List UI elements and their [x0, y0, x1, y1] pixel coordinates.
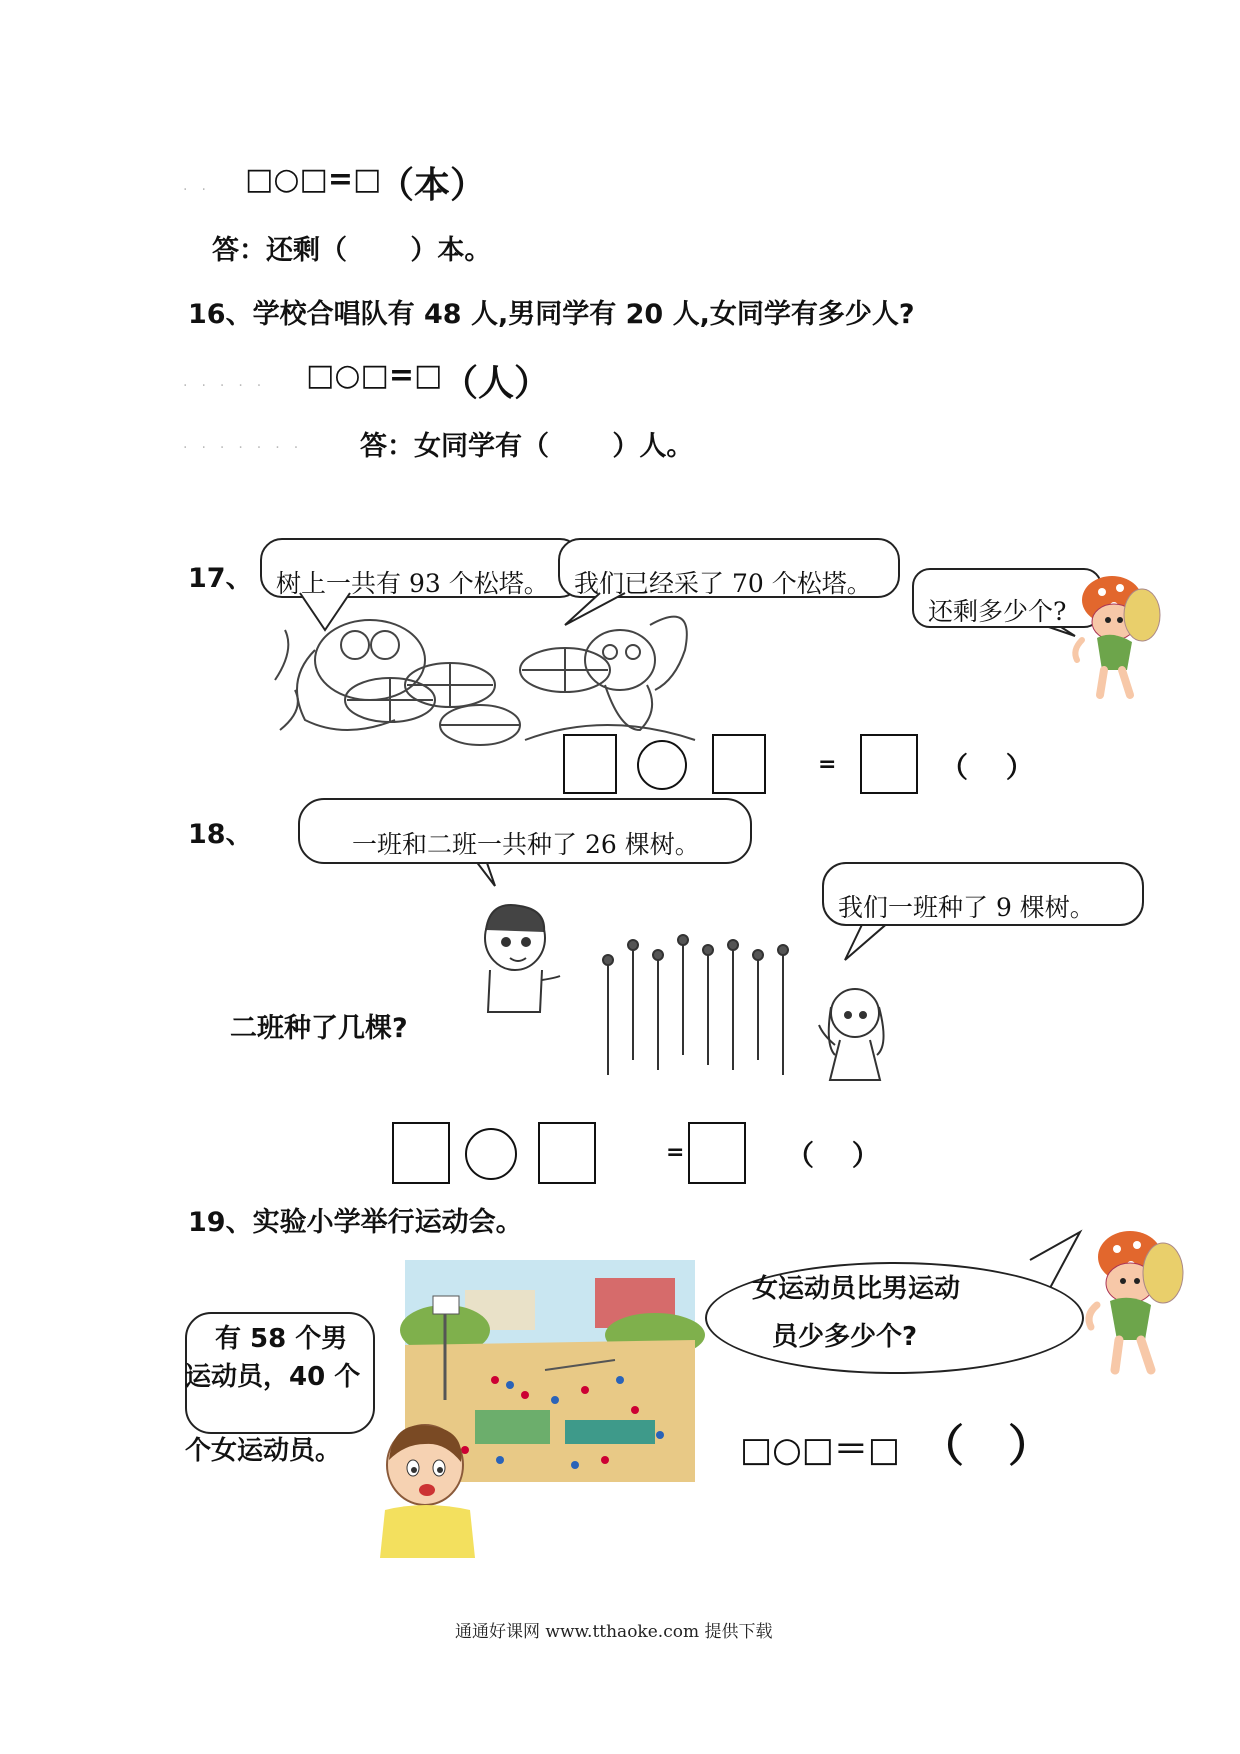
- q18-number: 18、: [188, 819, 253, 850]
- q16-equation: □○□=□: [306, 358, 443, 393]
- q18-question: 二班种了几棵?: [230, 1013, 408, 1044]
- leader-dots: ··: [183, 182, 220, 198]
- answer-box[interactable]: [688, 1122, 746, 1184]
- q17-bubble2: 我们已经采了 70 个松塔。: [574, 569, 872, 598]
- answer-box[interactable]: [392, 1122, 450, 1184]
- q19-left-line1: 有 58 个男: [215, 1324, 348, 1354]
- q19-equation: □○□＝□: [740, 1430, 901, 1470]
- q19-question: 19、实验小学举行运动会。: [188, 1207, 523, 1238]
- q17-number: 17、: [188, 563, 253, 594]
- q15-unit: （本）: [378, 165, 487, 206]
- q19-unit-paren: （ ）: [920, 1421, 1052, 1472]
- q16-answer: 答：女同学有（ ）人。: [360, 431, 694, 462]
- q16-question: 16、学校合唱队有 48 人,男同学有 20 人,女同学有多少人?: [188, 299, 915, 330]
- fairy-character: [1072, 570, 1172, 700]
- boy-character: [375, 1420, 485, 1560]
- equals-sign: =: [666, 1140, 685, 1165]
- q15-equation: □○□=□: [245, 162, 382, 197]
- q19-left-line2: 运动员，40 个: [185, 1362, 361, 1392]
- squirrels-illustration: [275, 590, 695, 760]
- unit-paren: （ ）: [940, 751, 1034, 784]
- q16-unit: （人）: [442, 363, 551, 404]
- answer-box[interactable]: [860, 734, 918, 794]
- girl-character: [815, 985, 895, 1085]
- equals-sign: =: [818, 752, 837, 777]
- q17-bubble3: 还剩多少个?: [928, 597, 1067, 626]
- q19-right-line2: 员少多少个?: [772, 1322, 918, 1352]
- q18-bubble1: 一班和二班一共种了 26 棵树。: [352, 830, 700, 859]
- operator-circle[interactable]: [465, 1128, 517, 1180]
- boy-character: [470, 900, 560, 1020]
- q19-left-line3: 个女运动员。: [185, 1436, 342, 1466]
- leader-dots: ·····: [183, 378, 276, 394]
- q17-bubble1: 树上一共有 93 个松塔。: [276, 569, 549, 598]
- answer-box[interactable]: [538, 1122, 596, 1184]
- answer-box[interactable]: [712, 734, 766, 794]
- page-footer: 通通好课网 www.tthaoke.com 提供下载: [455, 1622, 773, 1642]
- fairy-character: [1085, 1225, 1195, 1375]
- unit-paren: （ ）: [786, 1139, 880, 1172]
- leader-dots: ·······: [183, 440, 313, 456]
- answer-box[interactable]: [563, 734, 617, 794]
- operator-circle[interactable]: [637, 740, 687, 790]
- q18-bubble2: 我们一班种了 9 棵树。: [838, 893, 1095, 922]
- trees-illustration: [588, 930, 808, 1080]
- q15-answer: 答：还剩（ ）本。: [212, 235, 492, 266]
- q19-right-line1: 女运动员比男运动: [752, 1274, 961, 1304]
